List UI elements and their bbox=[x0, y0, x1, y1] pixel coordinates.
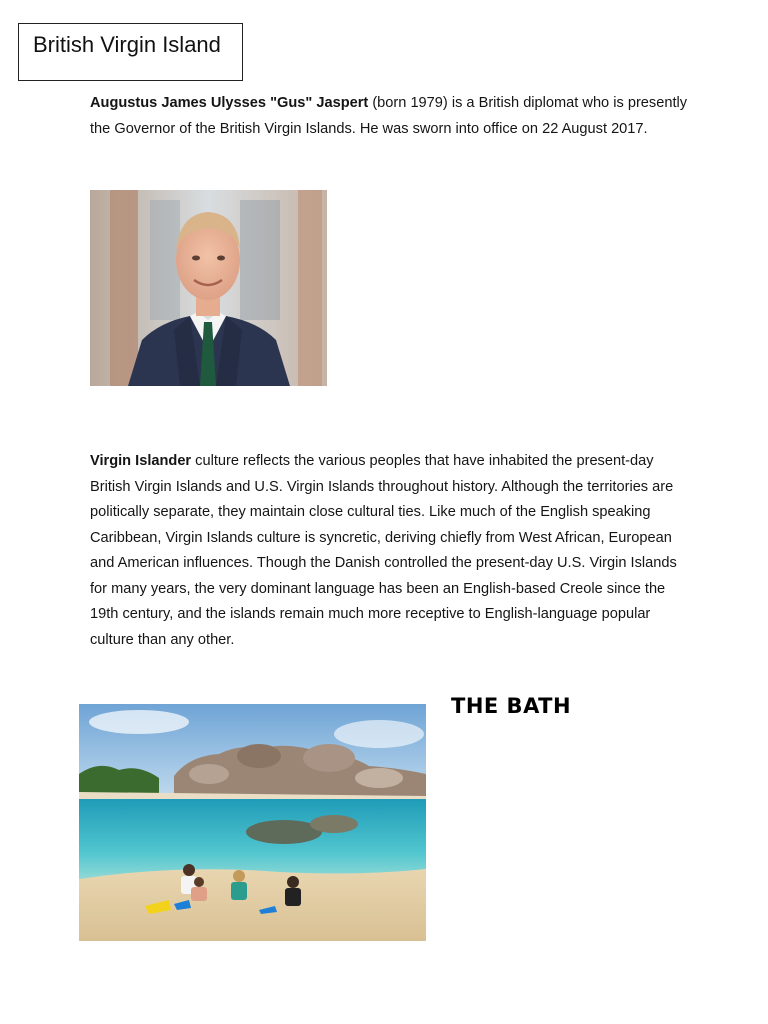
the-bath-heading: THE BATH bbox=[451, 694, 572, 718]
governor-name: Augustus James Ulysses "Gus" Jaspert bbox=[90, 95, 369, 111]
culture-text: culture reflects the various peoples that have inhabited the present-day British Virgin Islands and U.S. Virgin Islands throughout history. Although the territories are politically separate, they maintain close cultural ties. Like much of the English speaking Caribbean, Virgin Islands culture is syncretic, deriving chiefly from West African, European and American influences. Though the Danish controlled the present-day U.S. Virgin Islands for many years, the very dominant language has been an English-based Creole since the 19th century, and the islands remain much more receptive to English-language popular culture than any other. bbox=[90, 453, 677, 648]
governor-text: (born 1979) is a British diplomat who is presently the Governor of the British Virgin Islands. He was sworn into office on 22 August 2017. bbox=[90, 95, 688, 137]
governor-paragraph bbox=[90, 91, 690, 142]
culture-lead: Virgin Islander bbox=[90, 453, 192, 469]
the-bath-beach-photo bbox=[79, 704, 426, 941]
governor-portrait-photo bbox=[90, 190, 327, 386]
document-title: British Virgin Island bbox=[18, 23, 243, 81]
culture-paragraph bbox=[90, 449, 690, 653]
